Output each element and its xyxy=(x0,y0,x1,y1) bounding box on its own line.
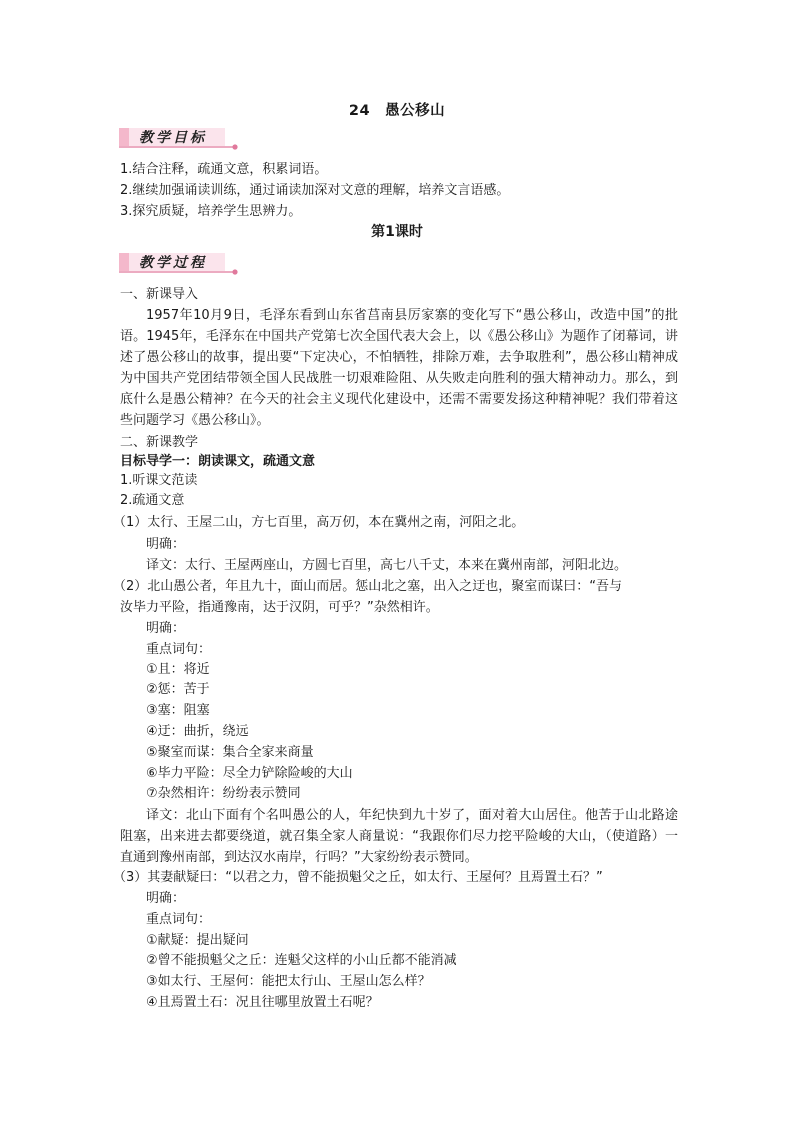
text-item-2-line1: （2）北山愚公者，年且九十，面山而居。惩山北之塞，出入之迂也，聚室而谋曰：“吾与 xyxy=(113,579,623,594)
key-word-item: ④且焉置土石：况且往哪里放置土石呢？ xyxy=(146,995,379,1010)
text-item-3: （3）其妻献疑曰：“以君之力，曾不能损魁父之丘，如太行、王屋何？且焉置土石？” xyxy=(113,870,603,885)
key-word-item: ⑤聚室而谋：集合全家来商量 xyxy=(146,745,314,760)
section-title-goals: 教学目标 xyxy=(139,130,207,146)
part1-heading: 一、新课导入 xyxy=(120,287,199,302)
section-title-process: 教学过程 xyxy=(139,255,207,271)
translation-2: 译文：北山下面有个名叫愚公的人，年纪快到九十岁了，面对着大山居住。他苦于山北路途阻塞，出来进去都要绕道，就召集全家人商量说：“我跟你们尽力挖平险峻的大山，（使道路）一直通到豫州南部，到达汉水南岸，行吗？”大家纷纷表示赞同。 xyxy=(120,808,678,865)
key-words-label: 重点词句： xyxy=(146,912,212,927)
mingque-label: 明确： xyxy=(146,621,186,636)
section-banner-process xyxy=(119,249,245,275)
section-banner-goals xyxy=(119,124,245,150)
step-item: 1.听课文范读 xyxy=(120,473,198,488)
intro-paragraph: 1957年10月9日，毛泽东看到山东省莒南县厉家寨的变化写下“愚公移山，改造中国”的批语。1945年，毛泽东在中国共产党第七次全国代表大会上，以《愚公移山》为题作了闭幕词，讲述了愚公移山的故事，提出要“下定决心，不怕牺牲，排除万难，去争取胜利”，愚公移山精神成为中国共产党团结带领全国人民战胜一切艰难险阻、从失败走向胜利的强大精神动力。那么，到底什么是愚公精神？在今天的社会主义现代化建设中，还需不需要发扬这种精神呢？我们带着这些问题学习《愚公移山》。 xyxy=(120,308,678,428)
key-word-item: ③塞：阻塞 xyxy=(146,703,210,718)
key-word-item: ①且：将近 xyxy=(146,662,210,677)
key-words-label: 重点词句： xyxy=(146,642,212,657)
key-word-item: ③如太行、王屋何：能把太行山、王屋山怎么样？ xyxy=(146,974,431,989)
period-heading: 第1课时 xyxy=(371,224,423,240)
key-word-item: ②曾不能损魁父之丘：连魁父这样的小山丘都不能消减 xyxy=(146,953,457,968)
text-item-2-line2: 汝毕力平险，指通豫南，达于汉阴，可乎？”杂然相许。 xyxy=(120,600,439,615)
part2-heading: 二、新课教学 xyxy=(120,435,199,450)
step-item: 2.疏通文意 xyxy=(120,493,185,508)
goal-item: 3.探究质疑，培养学生思辨力。 xyxy=(120,204,302,219)
key-word-item: ⑦杂然相许：纷纷表示赞同 xyxy=(146,786,301,801)
lesson-title: 24 愚公移山 xyxy=(348,103,446,119)
key-word-item: ②惩：苦于 xyxy=(146,682,210,697)
target-heading: 目标导学一：朗读课文，疏通文意 xyxy=(120,454,316,469)
mingque-label: 明确： xyxy=(146,891,186,906)
goal-item: 1.结合注释，疏通文意，积累词语。 xyxy=(120,162,328,177)
key-word-item: ①献疑：提出疑问 xyxy=(146,933,249,948)
goal-item: 2.继续加强诵读训练，通过诵读加深对文意的理解，培养文言语感。 xyxy=(120,183,510,198)
mingque-label: 明确： xyxy=(146,537,186,552)
key-word-item: ⑥毕力平险：尽全力铲除险峻的大山 xyxy=(146,766,353,781)
text-item-1: （1）太行、王屋二山，方七百里，高万仞，本在冀州之南，河阳之北。 xyxy=(113,515,525,530)
key-word-item: ④迂：曲折，绕远 xyxy=(146,724,249,739)
translation-1: 译文：太行、王屋两座山，方圆七百里，高七八千丈，本来在冀州南部，河阳北边。 xyxy=(146,558,628,573)
